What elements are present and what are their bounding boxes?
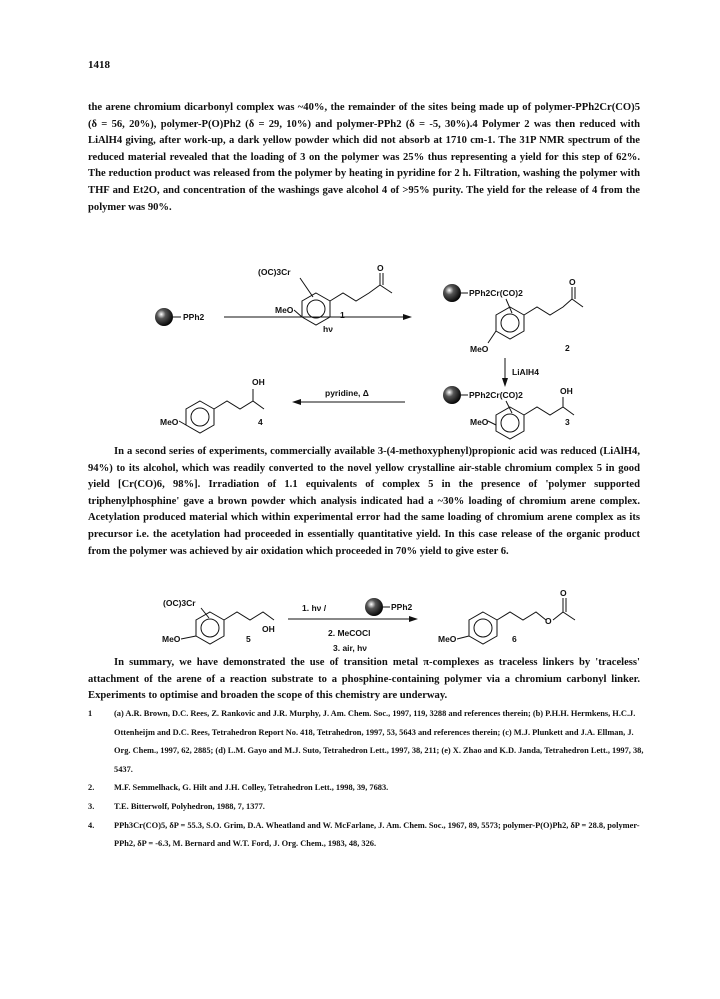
compound-2-label: 2 <box>565 343 570 353</box>
step2-label: 2. MeCOCl <box>328 628 371 638</box>
benzene-ring-6 <box>469 612 497 644</box>
paragraph-2: In a second series of experiments, commercially available 3-(4-methoxyphenyl)propionic acid was reduced (LiAlH4, 94%) to its alcohol, which was readily converted to the novel yellow crystalline air-stable chromium complex 5 in good yield [Cr(CO)6, 98%]. Irradiation of 1.1 equivalents of complex 5 in the presence of 'polymer supported triphenylphosphine' gave a brown powder which analysis indicated had a ~30% loading of chromium arene complex. Acetylation produced material which within experimental error had the same loading of chromium arene complex as its precursor i.e. the acetylation had proceeded in essentially quantitative yield. In this case release of the organic product from the polymer was achieved by air oxidation which proceeded in 70% yield to give ester 6. <box>88 446 640 557</box>
reagent-cr-label: (OC)3Cr <box>258 267 291 277</box>
polymer-cr-label-3: PPh2Cr(CO)2 <box>469 390 523 400</box>
reference-item <box>88 779 648 798</box>
compound-4-label: 4 <box>258 417 263 427</box>
page-number: 1418 <box>88 59 110 71</box>
carbonyl-o-label: O <box>569 277 576 287</box>
ester-o-label: O <box>545 616 552 626</box>
reaction-scheme-1 <box>0 255 720 440</box>
polymer-bead-icon <box>443 386 461 404</box>
reference-text: PPh3Cr(CO)5, δP = 55.3, S.O. Grim, D.A. Wheatland and W. McFarlane, J. Am. Chem. Soc., 1967, 89, 5573; polymer-P(O)Ph2, δP = 28.8, polymer-PPh2, δP = -6.3, M. Bernard and W.T. Ford, J. Org. Chem., 1983, 48, 326. <box>114 820 640 849</box>
meo-label-6: MeO <box>438 634 457 644</box>
polymer-bead-icon <box>365 598 383 616</box>
pyridine-label: pyridine, Δ <box>325 388 369 398</box>
benzene-ring-3 <box>496 407 524 439</box>
reference-number: 2. <box>88 783 95 793</box>
paragraph-3: In summary, we have demonstrated the use of transition metal π-complexes as traceless linkers by 'traceless' attachment of the arene of a reaction substrate to a phosphine-containing polymer via a chromium carbonyl linker. Experiments to optimise and broaden the scope of this chemistry are underway. <box>88 657 640 702</box>
carbonyl-o-label: O <box>377 263 384 273</box>
oh-label-5: OH <box>262 624 275 634</box>
scheme-2-drawing <box>0 588 720 656</box>
reference-item <box>88 798 648 817</box>
reaction-scheme-2 <box>0 588 720 656</box>
step1-label: 1. hν / <box>302 603 327 613</box>
oh-label-4: OH <box>252 377 265 387</box>
lialh4-label: LiAlH4 <box>512 367 539 377</box>
pph2-label-2: PPh2 <box>391 602 413 612</box>
meo-label-2: MeO <box>470 344 489 354</box>
meo-label-5: MeO <box>162 634 181 644</box>
polymer-cr-label-2: PPh2Cr(CO)2 <box>469 288 523 298</box>
benzene-ring-2 <box>496 307 524 339</box>
compound-6-label: 6 <box>512 634 517 644</box>
reference-text: (a) A.R. Brown, D.C. Rees, Z. Rankovic and J.R. Murphy, J. Am. Chem. Soc., 1997, 119, 3288 and references therein; (b) P.H.H. Hermkens, H.C.J. Ottenheijm and D.C. Rees, Tetrahedron Report No. 418, Tetrahedron, 1997, 53, 5643 and references therein; (c) M.J. Plunkett and J.A. Ellman, J. Org. Chem., 1997, 62, 2885; (d) L.M. Gayo and M.J. Suto, Tetrahedron Lett., 1997, 38, 211; (e) X. Zhao and K.D. Janda, Tetrahedron Lett., 1997, 38, 5437. <box>114 709 644 774</box>
meo-label-4: MeO <box>160 417 179 427</box>
reference-number: 3. <box>88 801 95 811</box>
reference-text: T.E. Bitterwolf, Polyhedron, 1988, 7, 1377. <box>114 801 265 811</box>
reference-item <box>88 705 648 779</box>
polymer-bead-icon <box>443 284 461 302</box>
reference-text: M.F. Semmelhack, G. Hilt and J.H. Colley, Tetrahedron Lett., 1998, 39, 7683. <box>114 783 389 793</box>
compound-5-label: 5 <box>246 634 251 644</box>
meo-label-3: MeO <box>470 417 489 427</box>
reagent-cr-label-5: (OC)3Cr <box>163 598 196 608</box>
compound-1-label: 1 <box>340 310 345 320</box>
pph2-label: PPh2 <box>183 312 205 322</box>
benzene-ring-4 <box>186 401 214 433</box>
step3-label: 3. air, hν <box>333 643 368 653</box>
reference-number: 4. <box>88 820 95 830</box>
paragraph-1: the arene chromium dicarbonyl complex was ~40%, the remainder of the sites being made up of polymer-PPh2Cr(CO)5 (δ = 56, 20%), polymer-P(O)Ph2 (δ = 29, 10%) and polymer-PPh2 (δ = -5, 30%).4 Polymer 2 was then reduced with LiAlH4 giving, after work-up, a dark yellow powder which did not absorb at 1710 cm-1. The 31P NMR spectrum of the reduced material revealed that the loading of 3 on the polymer was 25% thus representing a yield for this step of 62%. The reduction product was released from the polymer by heating in pyridine for 2 h. Filtration, washing the polymer with THF and Et2O, and concentration of the washings gave alcohol 4 of >95% purity. The yield for the release of 4 from the polymer was 90%. <box>88 102 640 213</box>
meo-label-1: MeO <box>275 305 294 315</box>
reference-item <box>88 817 648 854</box>
reference-number: 1 <box>88 709 93 718</box>
scheme-1-drawing <box>0 255 720 440</box>
polymer-bead-icon <box>155 308 173 326</box>
compound-3-label: 3 <box>565 417 570 427</box>
benzene-ring-5 <box>196 612 224 644</box>
benzene-ring-1 <box>302 293 330 325</box>
hv-label: hν <box>323 324 333 334</box>
oh-label-3: OH <box>560 386 573 396</box>
references-list <box>88 705 648 854</box>
carbonyl-o-label-6: O <box>560 588 567 598</box>
